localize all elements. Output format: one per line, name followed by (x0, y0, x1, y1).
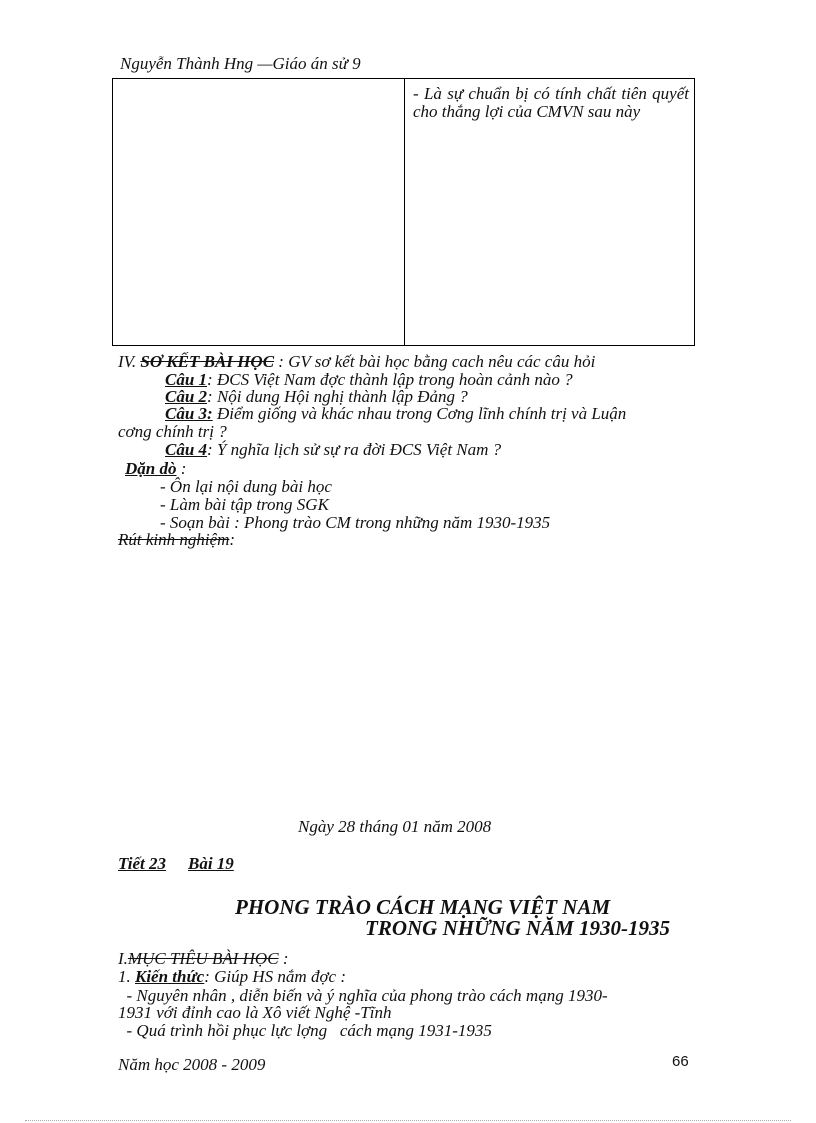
objectives-suffix: : (278, 949, 289, 968)
table-divider (404, 79, 405, 345)
homework-item-2: - Làm bài tập trong SGK (160, 495, 329, 514)
question-2-text: : Nội dung Hội nghị thành lập Đảng ? (207, 387, 468, 406)
page-bottom-rule (25, 1120, 791, 1121)
question-1-text: : ĐCS Việt Nam đợc thành lập trong hoàn cảnh nào ? (207, 370, 573, 389)
question-3-label: Câu 3: (165, 404, 213, 423)
question-4-label: Câu 4 (165, 440, 208, 459)
period-label: Tiết 23 (118, 854, 166, 873)
question-3-text: Điểm giống và khác nhau trong Cơng lĩnh chính trị và Luận (212, 404, 627, 423)
page-header: Nguyễn Thành Hng —Giáo án sử 9 (120, 54, 361, 73)
title-line-1: PHONG TRÀO CÁCH MẠNG VIỆT NAM (235, 895, 611, 919)
experience-label: Rút kinh nghiệm (118, 530, 230, 549)
objectives-heading (118, 950, 288, 968)
homework-label: Dặn dò (125, 459, 177, 478)
question-2-label: Câu 2 (165, 387, 208, 406)
section-iv-label: SƠ KẾT BÀI HỌC (140, 352, 275, 371)
homework-heading (125, 460, 186, 478)
question-4-text: : Ý nghĩa lịch sử sự ra đời ĐCS Việt Nam ? (207, 440, 502, 459)
homework-suffix: : (176, 459, 187, 478)
question-3-continued: cơng chính trị ? (118, 422, 227, 441)
footer-school-year: Năm học 2008 - 2009 (118, 1055, 266, 1074)
table-right-cell: - Là sự chuẩn bị có tính chất tiên quyết cho thắng lợi của CMVN sau này (413, 84, 689, 121)
section-iv-heading (118, 353, 595, 371)
content-table (112, 78, 695, 346)
objective-line-3: - Quá trình hồi phục lực lợng cách mạng 1931-1935 (118, 1021, 492, 1040)
question-4 (165, 441, 501, 459)
objectives-prefix: I. (118, 949, 128, 968)
experience-heading (118, 531, 235, 549)
footer-page-number: 66 (672, 1053, 689, 1070)
title-line-2: TRONG NHỮNG NĂM 1930-1935 (365, 916, 671, 940)
objective-line-2: 1931 với đỉnh cao là Xô viết Nghệ -Tĩnh (118, 1003, 392, 1022)
question-1-label: Câu 1 (165, 370, 208, 389)
objective-line-1: - Nguyên nhân , diễn biến và ý nghĩa của phong trào cách mạng 1930- (118, 986, 608, 1005)
experience-suffix: : (229, 530, 236, 549)
question-3 (165, 405, 626, 423)
objectives-label: MỤC TIÊU BÀI HỌC (127, 949, 279, 968)
date-line: Ngày 28 tháng 01 năm 2008 (298, 817, 492, 836)
lesson-line (118, 855, 234, 873)
section-iv-prefix: IV. (118, 352, 141, 371)
knowledge-prefix: 1. (118, 967, 135, 986)
knowledge-line (118, 968, 346, 986)
homework-item-1: - Ôn lại nội dung bài học (160, 477, 332, 496)
knowledge-text: : Giúp HS nắm đợc : (204, 967, 346, 986)
knowledge-label: Kiến thức (135, 967, 205, 986)
homework-item-3: - Soạn bài : Phong trào CM trong những năm 1930-1935 (160, 513, 551, 532)
section-iv-text: : GV sơ kết bài học bằng cach nêu các câu hỏi (274, 352, 596, 371)
lesson-number: Bài 19 (188, 854, 234, 873)
